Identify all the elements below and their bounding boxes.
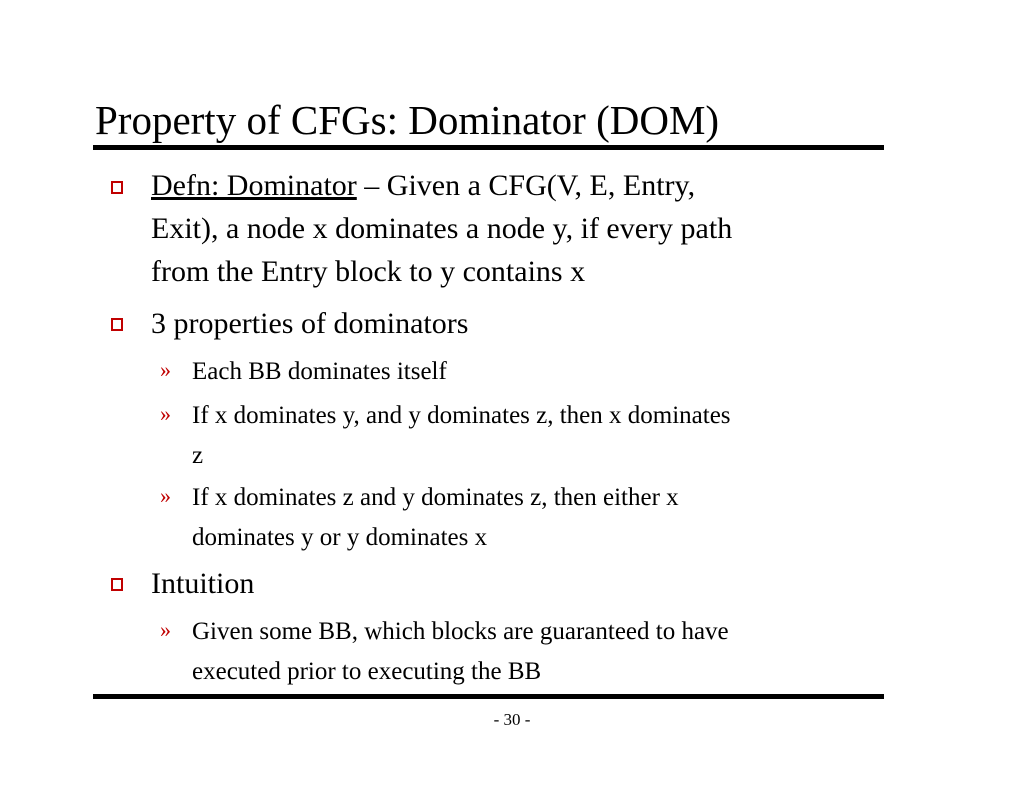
sub-text: Each BB dominates itself <box>192 358 447 385</box>
bullet-marker <box>111 578 123 591</box>
sub-marker: » <box>160 401 171 426</box>
footer-rule <box>93 694 884 699</box>
definition-line-3: from the Entry block to y contains x <box>151 255 586 288</box>
bullet-marker <box>111 318 123 331</box>
definition-term: Defn: Dominator <box>151 169 357 202</box>
title-rule <box>93 145 884 150</box>
sub-text: If x dominates y, and y dominates z, then x dominates z <box>192 402 731 469</box>
bullet-text: 3 properties of dominators <box>151 307 469 340</box>
slide-title: Property of CFGs: Dominator (DOM) <box>95 97 720 143</box>
bullet-text <box>151 164 732 293</box>
bullet-text: Intuition <box>151 567 255 600</box>
sub-marker: » <box>160 357 171 382</box>
page-number: - 30 - <box>493 710 531 729</box>
bullet-marker <box>111 181 123 194</box>
sub-text: Given some BB, which blocks are guaranteed to have executed prior to executing the BB <box>192 618 729 685</box>
definition-line-2: Exit), a node x dominates a node y, if every path <box>151 212 733 245</box>
sub-marker: » <box>160 483 171 508</box>
sub-text: If x dominates z and y dominates z, then either x dominates y or y dominates x <box>192 484 679 551</box>
sub-marker: » <box>160 617 171 642</box>
definition-line-1: – Given a CFG(V, E, Entry, <box>356 169 696 202</box>
